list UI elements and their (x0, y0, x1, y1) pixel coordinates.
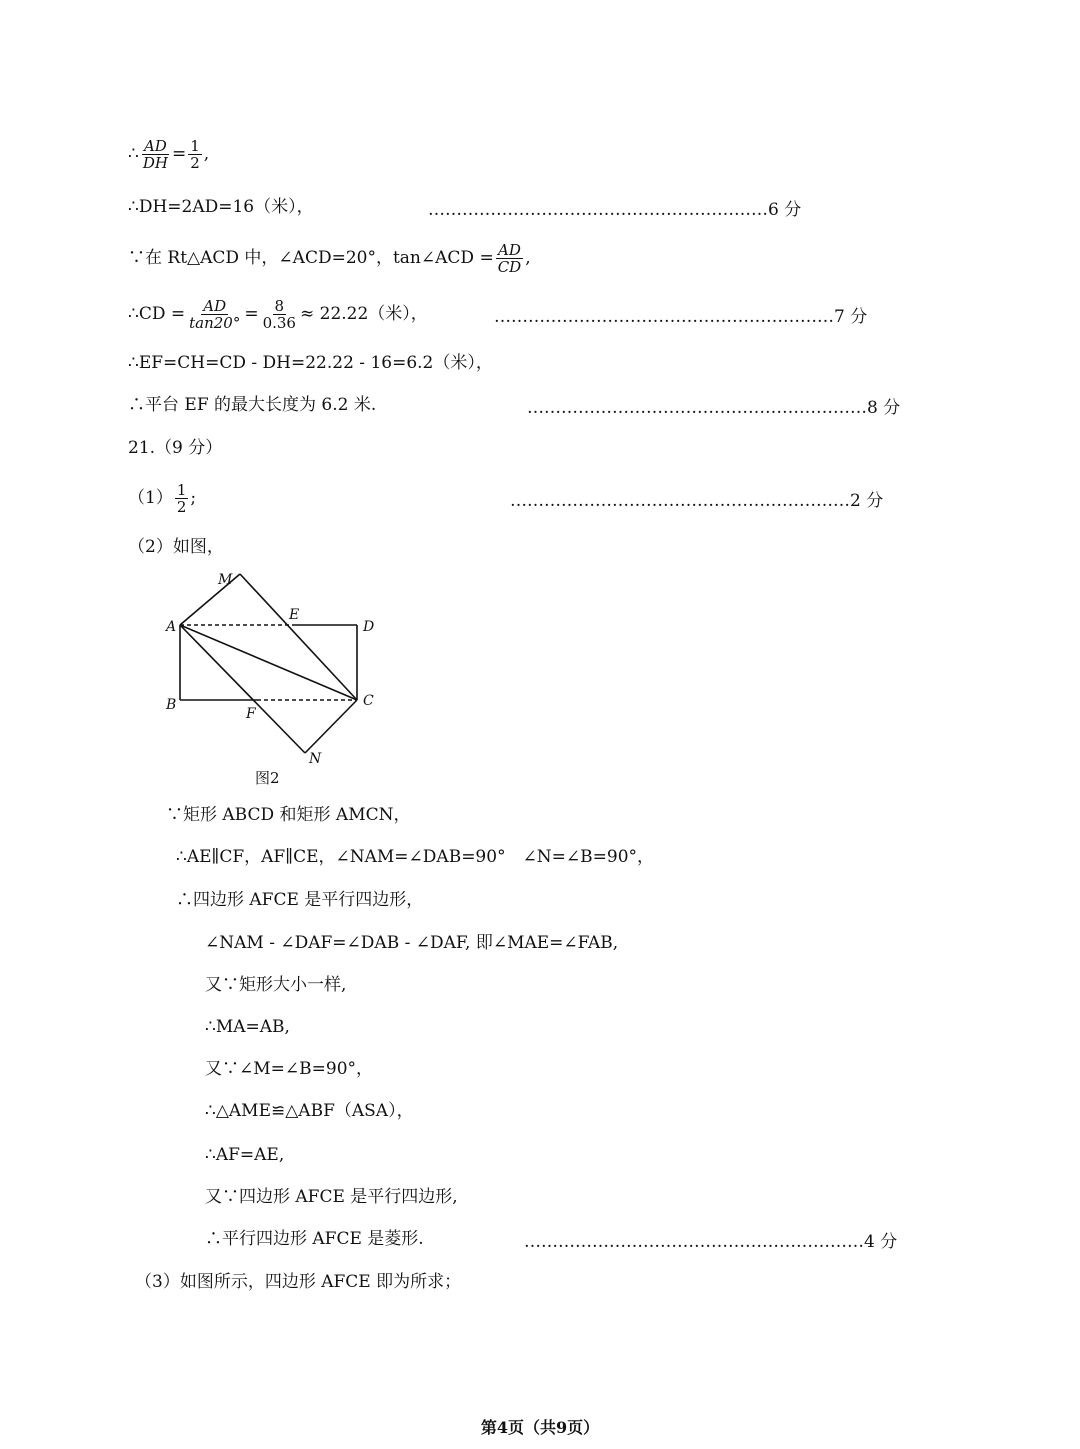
part-3-answer: （3）如图所示，四边形 AFCE 即为所求； (135, 1272, 462, 1292)
segment-ac (180, 625, 357, 700)
fraction-one-half (175, 482, 189, 515)
proof-line-3: ∴四边形 AFCE 是平行四边形， (176, 890, 424, 910)
fraction-ad-tan20 (187, 298, 242, 331)
leader-dots: …………………………………………………… (527, 398, 867, 418)
fraction-denominator: 0.36 (262, 314, 296, 332)
label-f: F (246, 706, 256, 722)
tan-acd-text: ∵在 Rt△ACD 中，∠ACD=20°，tan∠ACD = (128, 248, 494, 268)
proof-line-10: 又∵四边形 AFCE 是平行四边形, (205, 1187, 458, 1207)
line-ef: ∴EF=CH=CD - DH=22.22 - 16=6.2（米）， (128, 353, 493, 373)
score-8 (527, 393, 900, 418)
label-e: E (289, 607, 300, 623)
fraction-denominator: 2 (190, 154, 200, 172)
line-cd (128, 298, 428, 331)
label-m: M (218, 572, 233, 588)
fraction-one-half (188, 138, 202, 171)
page-footer: 第4页（共9页） (480, 1418, 600, 1437)
line-tan-acd (128, 242, 531, 275)
fraction-ad-dh (141, 138, 170, 171)
segment-an (180, 625, 305, 753)
leader-dots: …………………………………………………… (524, 1232, 864, 1252)
score-label: 7 分 (834, 307, 868, 327)
comma: , (525, 248, 531, 268)
fraction-numerator: AD (143, 137, 167, 155)
fraction-8-036 (261, 298, 298, 331)
leader-dots: …………………………………………………… (494, 307, 834, 327)
fraction-numerator: 8 (274, 297, 285, 315)
proof-line-9: ∴AF=AE, (205, 1145, 285, 1165)
leader-dots: …………………………………………………… (510, 491, 850, 511)
score-7 (494, 302, 867, 327)
fraction-denominator: DH (142, 154, 168, 172)
proof-line-6: ∴MA=AB, (205, 1017, 290, 1037)
question-21-header: 21.（9 分） (128, 438, 223, 458)
label-b: B (166, 697, 177, 713)
score-label: 4 分 (864, 1232, 898, 1252)
comma: , (203, 144, 210, 164)
label-c: C (363, 693, 374, 709)
part-label: （1） (128, 488, 173, 508)
label-n: N (309, 751, 322, 767)
fraction-numerator: 1 (176, 481, 187, 499)
semicolon: ; (190, 488, 197, 508)
cd-result: ≈ 22.22（米）， (299, 304, 428, 324)
score-6 (428, 195, 801, 220)
fraction-denominator: 2 (176, 498, 187, 516)
proof-line-11: ∴平行四边形 AFCE 是菱形. (205, 1229, 424, 1249)
score-label: 2 分 (850, 491, 884, 511)
fraction-denominator: CD (497, 258, 522, 276)
therefore-symbol: ∴ (128, 144, 139, 164)
proof-line-1: ∵矩形 ABCD 和矩形 AMCN， (166, 805, 411, 825)
fraction-numerator: AD (498, 241, 521, 259)
line-ef-max: ∴平台 EF 的最大长度为 6.2 米. (128, 395, 377, 415)
label-d: D (363, 619, 375, 635)
proof-line-4: ∠NAM - ∠DAF=∠DAB - ∠DAF, 即∠MAE=∠FAB, (205, 933, 619, 953)
score-label: 8 分 (867, 398, 901, 418)
cd-prefix: ∴CD = (128, 304, 186, 324)
proof-line-5: 又∵矩形大小一样, (205, 975, 347, 995)
score-2 (510, 486, 883, 511)
part-1-answer (128, 482, 196, 515)
fraction-numerator: AD (203, 297, 227, 315)
equals-sign: = (244, 304, 259, 324)
fraction-denominator: tan20° (189, 314, 241, 332)
fraction-ad-cd (496, 242, 524, 275)
leader-dots: …………………………………………………… (428, 200, 768, 220)
proof-line-7: 又∵∠M=∠B=90°， (205, 1059, 374, 1079)
geometry-figure (160, 568, 400, 798)
part-2-header: （2）如图， (128, 537, 224, 557)
equals-sign: = (171, 144, 187, 164)
score-4 (524, 1227, 897, 1252)
line-dh: ∴DH=2AD=16（米）， (128, 197, 314, 217)
proof-line-2: ∴AE∥CF，AF∥CE，∠NAM=∠DAB=90° ∠N=∠B=90°， (176, 847, 655, 867)
proof-line-8: ∴△AME≌△ABF（ASA）， (205, 1101, 414, 1121)
line-ratio-ad-dh (128, 138, 209, 171)
label-a: A (166, 619, 177, 635)
segment-nc (305, 700, 357, 753)
score-label: 6 分 (768, 200, 802, 220)
figure-caption: 图2 (255, 769, 280, 787)
fraction-numerator: 1 (190, 137, 200, 155)
segment-mc (240, 574, 357, 700)
